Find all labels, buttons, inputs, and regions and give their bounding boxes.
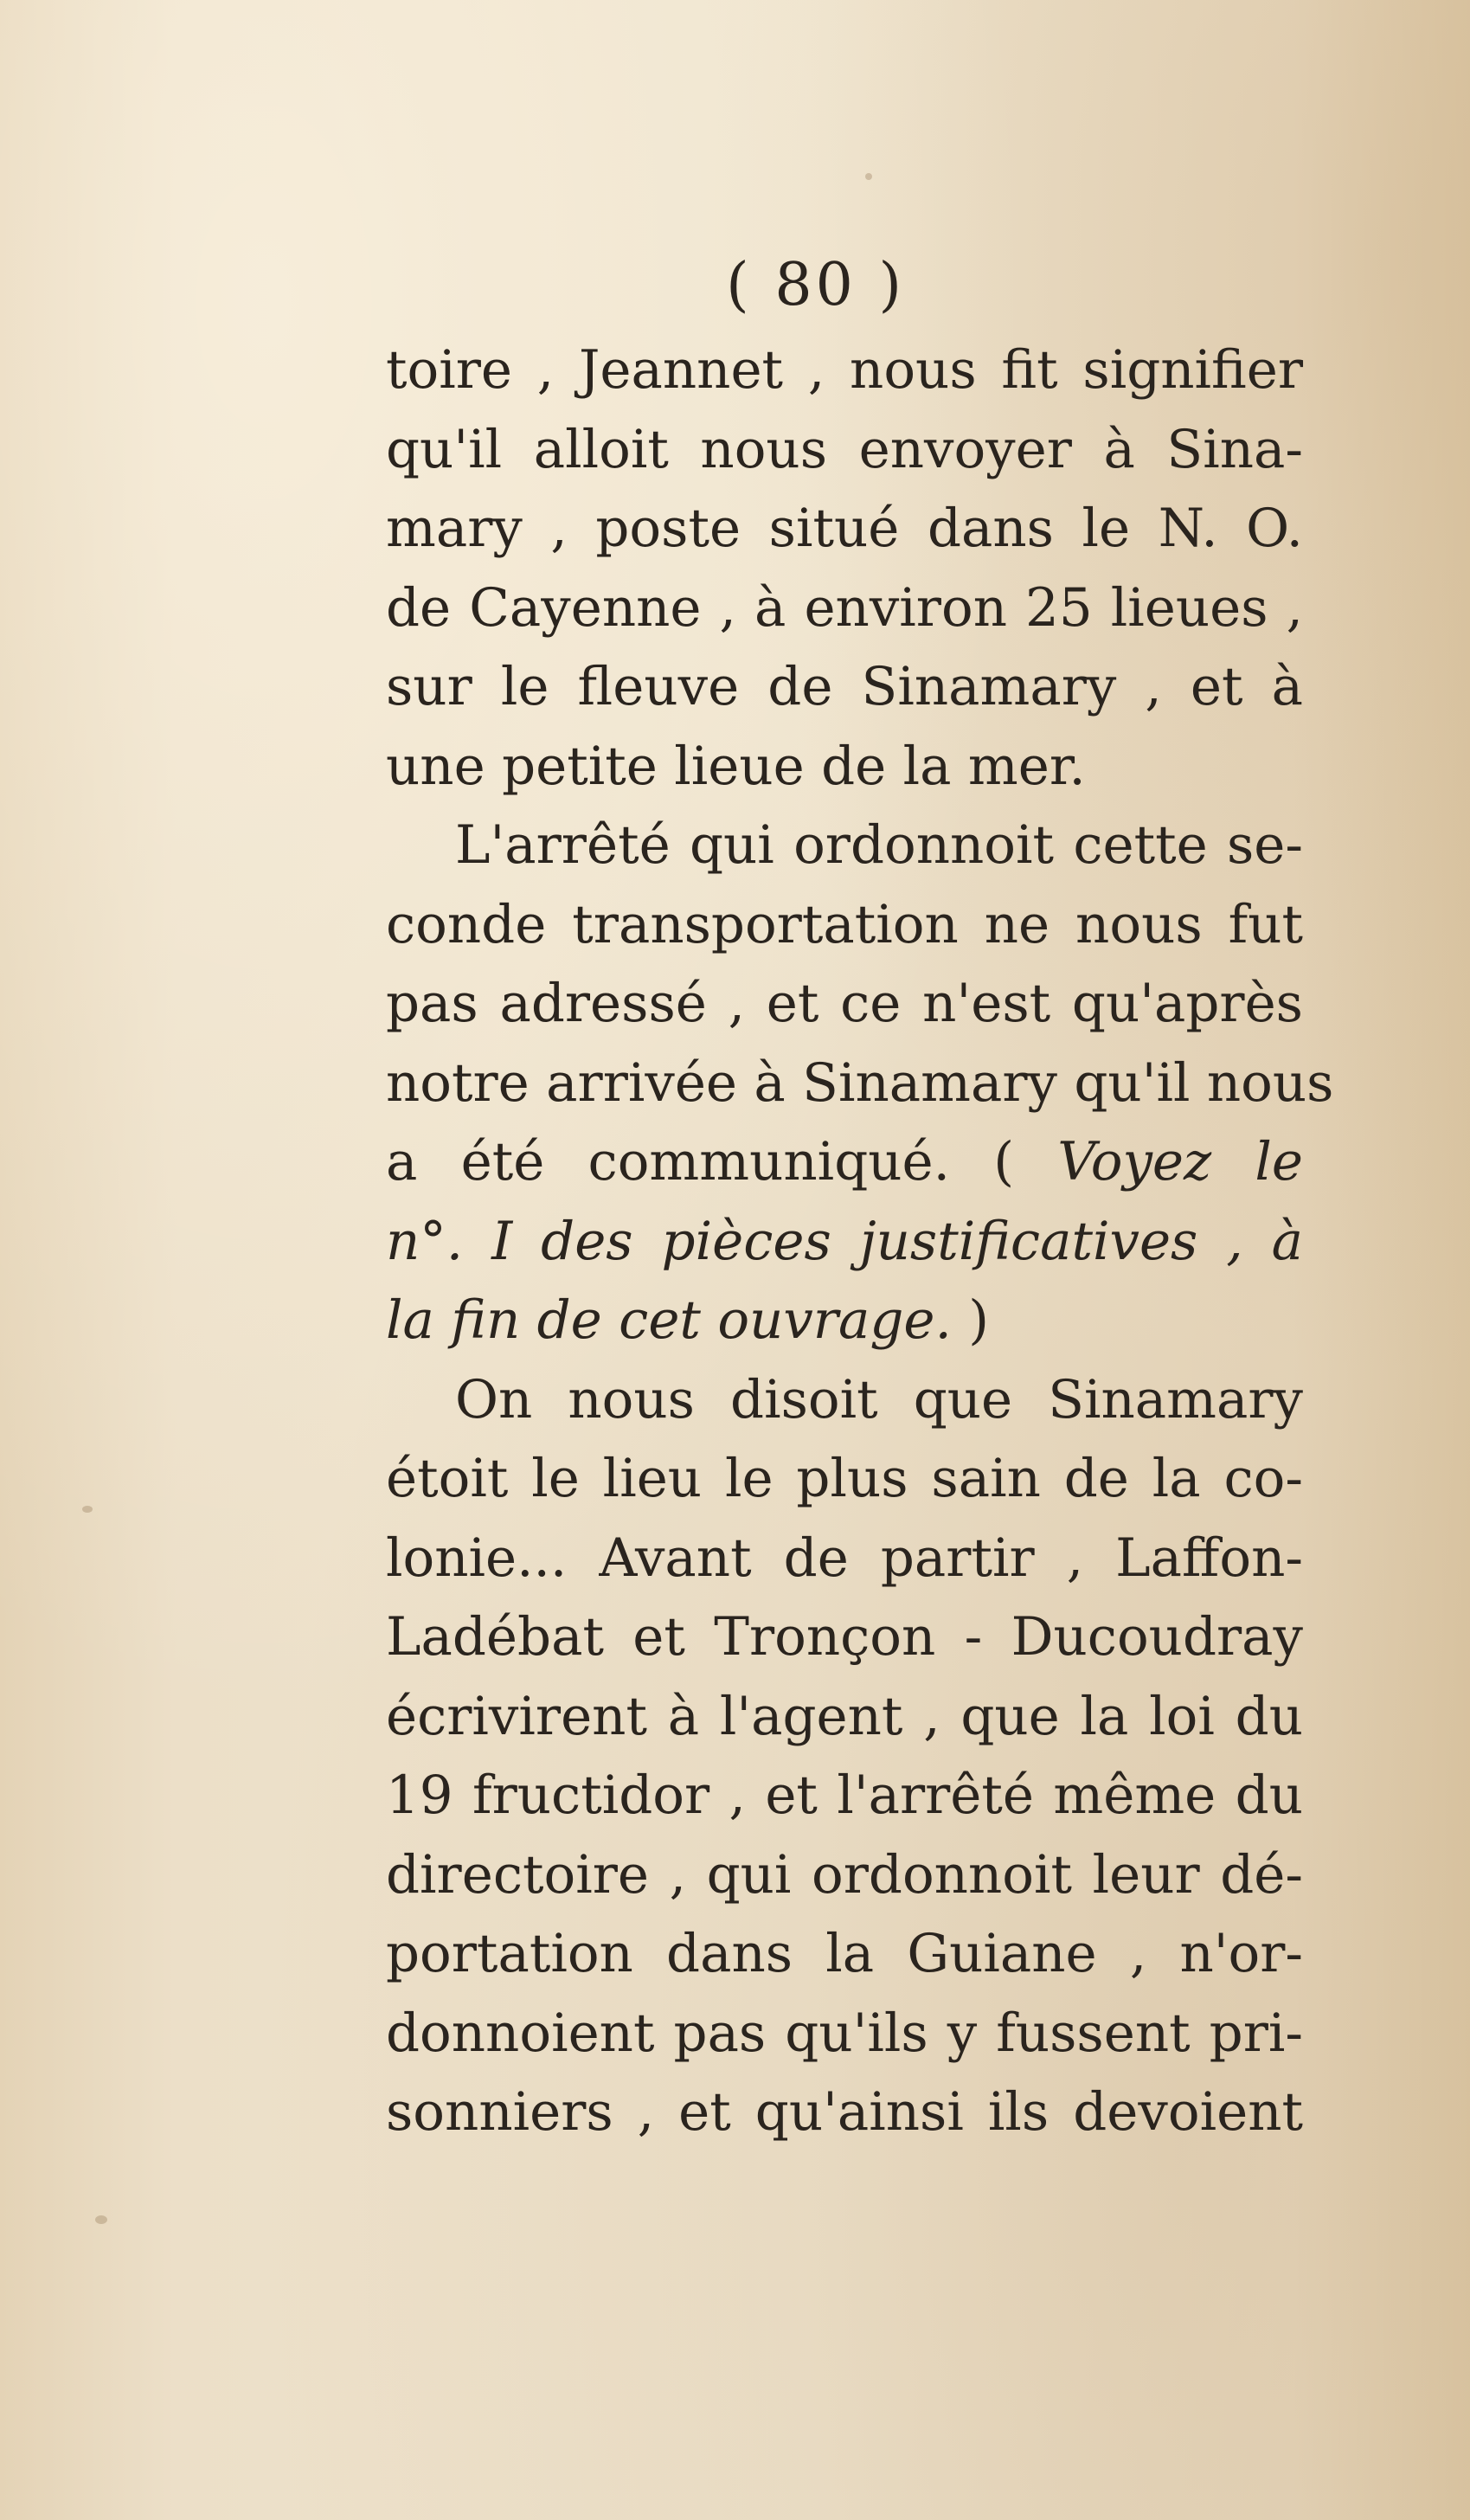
- text-line: portation dans la Guiane , n'or-: [386, 1923, 1303, 1984]
- text-line: la fin de cet ouvrage. ): [386, 1289, 990, 1351]
- text-line: qu'il alloit nous envoyer à Sina-: [386, 418, 1303, 480]
- paper-stain: [82, 1506, 93, 1513]
- text-line: 19 fructidor , et l'arrêté même du: [386, 1765, 1303, 1826]
- text-line: lonie... Avant de partir , Laffon-: [386, 1527, 1303, 1589]
- text-line: une petite lieue de la mer.: [386, 735, 1086, 797]
- text-line: On nous disoit que Sinamary: [455, 1368, 1303, 1430]
- text-line: écrivirent à l'agent , que la loi du: [386, 1685, 1303, 1747]
- text-line: toire , Jeannet , nous fit signifier: [386, 339, 1303, 401]
- text-line: de Cayenne , à environ 25 lieues ,: [386, 576, 1303, 639]
- text-line: sonniers , et qu'ainsi ils devoient: [386, 2081, 1303, 2143]
- text-line: directoire , qui ordonnoit leur dé-: [386, 1843, 1303, 1906]
- text-line: Ladébat et Tronçon - Ducoudray: [386, 1606, 1303, 1668]
- text-line: mary , poste situé dans le N. O.: [386, 498, 1303, 559]
- italic-reference: la fin de cet ouvrage.: [386, 1289, 952, 1351]
- text-line: donnoient pas qu'ils y fussent pri-: [386, 2002, 1303, 2064]
- page-number: ( 80 ): [726, 251, 905, 319]
- text-line: sur le fleuve de Sinamary , et à: [386, 656, 1303, 717]
- body-text: [386, 331, 1334, 2152]
- text-line: notre arrivée à Sinamary qu'il nous: [386, 1051, 1334, 1114]
- text-line: étoit le lieu le plus sain de la co-: [386, 1448, 1303, 1509]
- text-line: n°. I des pièces justificatives , à: [386, 1210, 1303, 1272]
- text-line: conde transportation ne nous fut: [386, 893, 1303, 955]
- italic-reference: Voyez le: [1057, 1131, 1303, 1192]
- text-line: a été communiqué. ( Voyez le: [386, 1131, 1303, 1192]
- paper-stain: [95, 2215, 107, 2224]
- text-line: L'arrêté qui ordonnoit cette se-: [455, 814, 1303, 876]
- text-line: pas adressé , et ce n'est qu'après: [386, 973, 1303, 1034]
- paper-stain: [865, 173, 872, 180]
